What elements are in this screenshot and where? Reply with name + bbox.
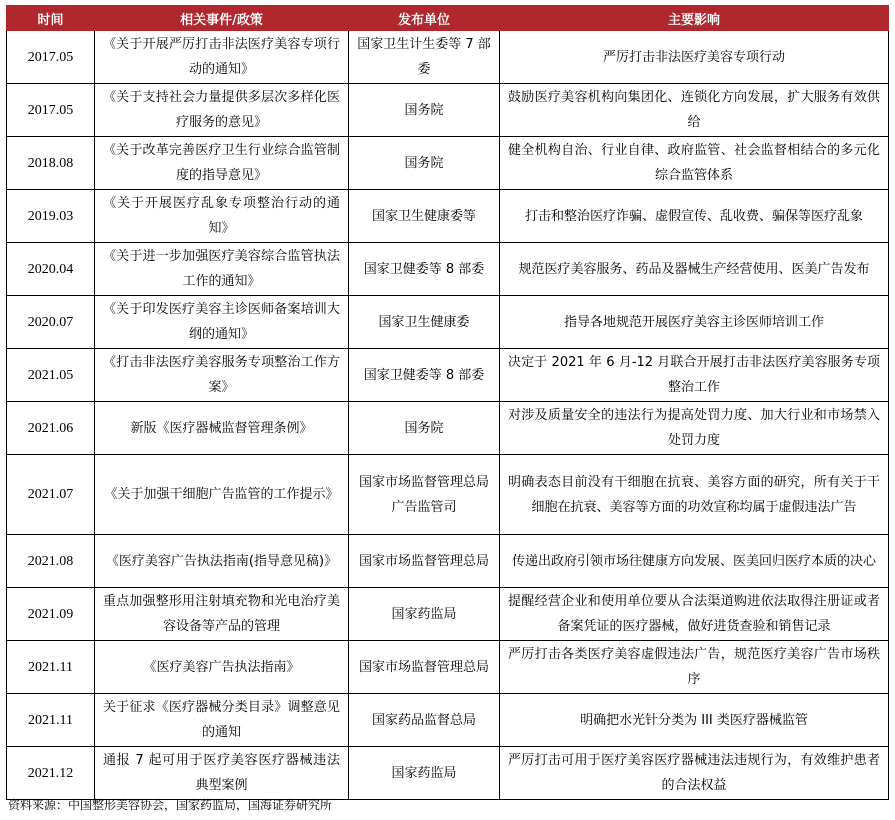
cell-date: 2018.08 bbox=[7, 137, 95, 190]
cell-issuer: 国家市场监督管理总局广告监管司 bbox=[349, 455, 500, 535]
cell-issuer: 国务院 bbox=[349, 402, 500, 455]
table-row bbox=[7, 31, 889, 84]
cell-issuer: 国家卫生健康委 bbox=[349, 296, 500, 349]
cell-issuer: 国家卫健委等 8 部委 bbox=[349, 243, 500, 296]
table-header-row bbox=[7, 6, 889, 31]
source-note: 资料来源：中国整形美容协会，国家药监局，国海证券研究所 bbox=[8, 798, 333, 812]
cell-policy: 《关于印发医疗美容主诊医师备案培训大纲的通知》 bbox=[95, 296, 349, 349]
header-time: 时间 bbox=[7, 6, 95, 31]
cell-date: 2021.11 bbox=[7, 694, 95, 747]
table-row bbox=[7, 190, 889, 243]
table-row bbox=[7, 349, 889, 402]
table-row bbox=[7, 588, 889, 641]
cell-issuer: 国家卫生健康委等 bbox=[349, 190, 500, 243]
cell-date: 2019.03 bbox=[7, 190, 95, 243]
cell-policy: 《打击非法医疗美容服务专项整治工作方案》 bbox=[95, 349, 349, 402]
cell-issuer: 国家市场监督管理总局 bbox=[349, 641, 500, 694]
cell-impact: 提醒经营企业和使用单位要从合法渠道购进依法取得注册证或者备案凭证的医疗器械，做好进货查验和销售记录 bbox=[500, 588, 889, 641]
cell-date: 2021.11 bbox=[7, 641, 95, 694]
cell-policy: 《关于开展医疗乱象专项整治行动的通知》 bbox=[95, 190, 349, 243]
cell-issuer: 国家市场监督管理总局 bbox=[349, 535, 500, 588]
header-impact: 主要影响 bbox=[500, 6, 889, 31]
cell-impact: 对涉及质量安全的违法行为提高处罚力度、加大行业和市场禁入处罚力度 bbox=[500, 402, 889, 455]
cell-date: 2021.05 bbox=[7, 349, 95, 402]
table-row bbox=[7, 455, 889, 535]
table-row bbox=[7, 243, 889, 296]
cell-date: 2021.12 bbox=[7, 747, 95, 800]
cell-policy: 通报 7 起可用于医疗美容医疗器械违法典型案例 bbox=[95, 747, 349, 800]
cell-date: 2021.06 bbox=[7, 402, 95, 455]
table-row bbox=[7, 402, 889, 455]
cell-policy: 《关于加强干细胞广告监管的工作提示》 bbox=[95, 455, 349, 535]
cell-impact: 严厉打击各类医疗美容虚假违法广告，规范医疗美容广告市场秩序 bbox=[500, 641, 889, 694]
cell-impact: 严厉打击非法医疗美容专项行动 bbox=[500, 31, 889, 84]
cell-issuer: 国家药监局 bbox=[349, 747, 500, 800]
cell-issuer: 国家卫生计生委等 7 部委 bbox=[349, 31, 500, 84]
cell-policy: 《医疗美容广告执法指南(指导意见稿)》 bbox=[95, 535, 349, 588]
cell-impact: 明确把水光针分类为 III 类医疗器械监管 bbox=[500, 694, 889, 747]
cell-impact: 决定于 2021 年 6 月-12 月联合开展打击非法医疗美容服务专项整治工作 bbox=[500, 349, 889, 402]
cell-policy: 关于征求《医疗器械分类目录》调整意见的通知 bbox=[95, 694, 349, 747]
cell-impact: 传递出政府引领市场往健康方向发展、医美回归医疗本质的决心 bbox=[500, 535, 889, 588]
cell-date: 2021.07 bbox=[7, 455, 95, 535]
cell-policy: 《医疗美容广告执法指南》 bbox=[95, 641, 349, 694]
table-row bbox=[7, 641, 889, 694]
cell-impact: 规范医疗美容服务、药品及器械生产经营使用、医美广告发布 bbox=[500, 243, 889, 296]
cell-date: 2021.09 bbox=[7, 588, 95, 641]
table-row bbox=[7, 296, 889, 349]
cell-impact: 打击和整治医疗诈骗、虚假宣传、乱收费、骗保等医疗乱象 bbox=[500, 190, 889, 243]
table-row bbox=[7, 535, 889, 588]
table-row bbox=[7, 747, 889, 800]
cell-impact: 健全机构自治、行业自律、政府监管、社会监督相结合的多元化综合监管体系 bbox=[500, 137, 889, 190]
cell-date: 2020.07 bbox=[7, 296, 95, 349]
policy-table-container bbox=[6, 5, 888, 800]
header-issuer: 发布单位 bbox=[349, 6, 500, 31]
cell-date: 2020.04 bbox=[7, 243, 95, 296]
cell-issuer: 国家药监局 bbox=[349, 588, 500, 641]
table-row bbox=[7, 694, 889, 747]
cell-issuer: 国家药品监督总局 bbox=[349, 694, 500, 747]
cell-date: 2017.05 bbox=[7, 84, 95, 137]
cell-impact: 严厉打击可用于医疗美容医疗器械违法违规行为，有效维护患者的合法权益 bbox=[500, 747, 889, 800]
table-row bbox=[7, 137, 889, 190]
cell-policy: 《关于开展严厉打击非法医疗美容专项行动的通知》 bbox=[95, 31, 349, 84]
table-row bbox=[7, 84, 889, 137]
cell-policy: 《关于进一步加强医疗美容综合监管执法工作的通知》 bbox=[95, 243, 349, 296]
cell-policy: 《关于支持社会力量提供多层次多样化医疗服务的意见》 bbox=[95, 84, 349, 137]
cell-impact: 鼓励医疗美容机构向集团化、连锁化方向发展，扩大服务有效供给 bbox=[500, 84, 889, 137]
cell-policy: 《关于改革完善医疗卫生行业综合监管制度的指导意见》 bbox=[95, 137, 349, 190]
cell-issuer: 国家卫健委等 8 部委 bbox=[349, 349, 500, 402]
cell-policy: 重点加强整形用注射填充物和光电治疗美容设备等产品的管理 bbox=[95, 588, 349, 641]
cell-date: 2021.08 bbox=[7, 535, 95, 588]
cell-policy: 新版《医疗器械监督管理条例》 bbox=[95, 402, 349, 455]
cell-issuer: 国务院 bbox=[349, 84, 500, 137]
cell-issuer: 国务院 bbox=[349, 137, 500, 190]
cell-impact: 明确表态目前没有干细胞在抗衰、美容方面的研究，所有关于干细胞在抗衰、美容等方面的功效宣称均属于虚假违法广告 bbox=[500, 455, 889, 535]
header-policy: 相关事件/政策 bbox=[95, 6, 349, 31]
cell-date: 2017.05 bbox=[7, 31, 95, 84]
policy-table bbox=[6, 5, 889, 800]
cell-impact: 指导各地规范开展医疗美容主诊医师培训工作 bbox=[500, 296, 889, 349]
